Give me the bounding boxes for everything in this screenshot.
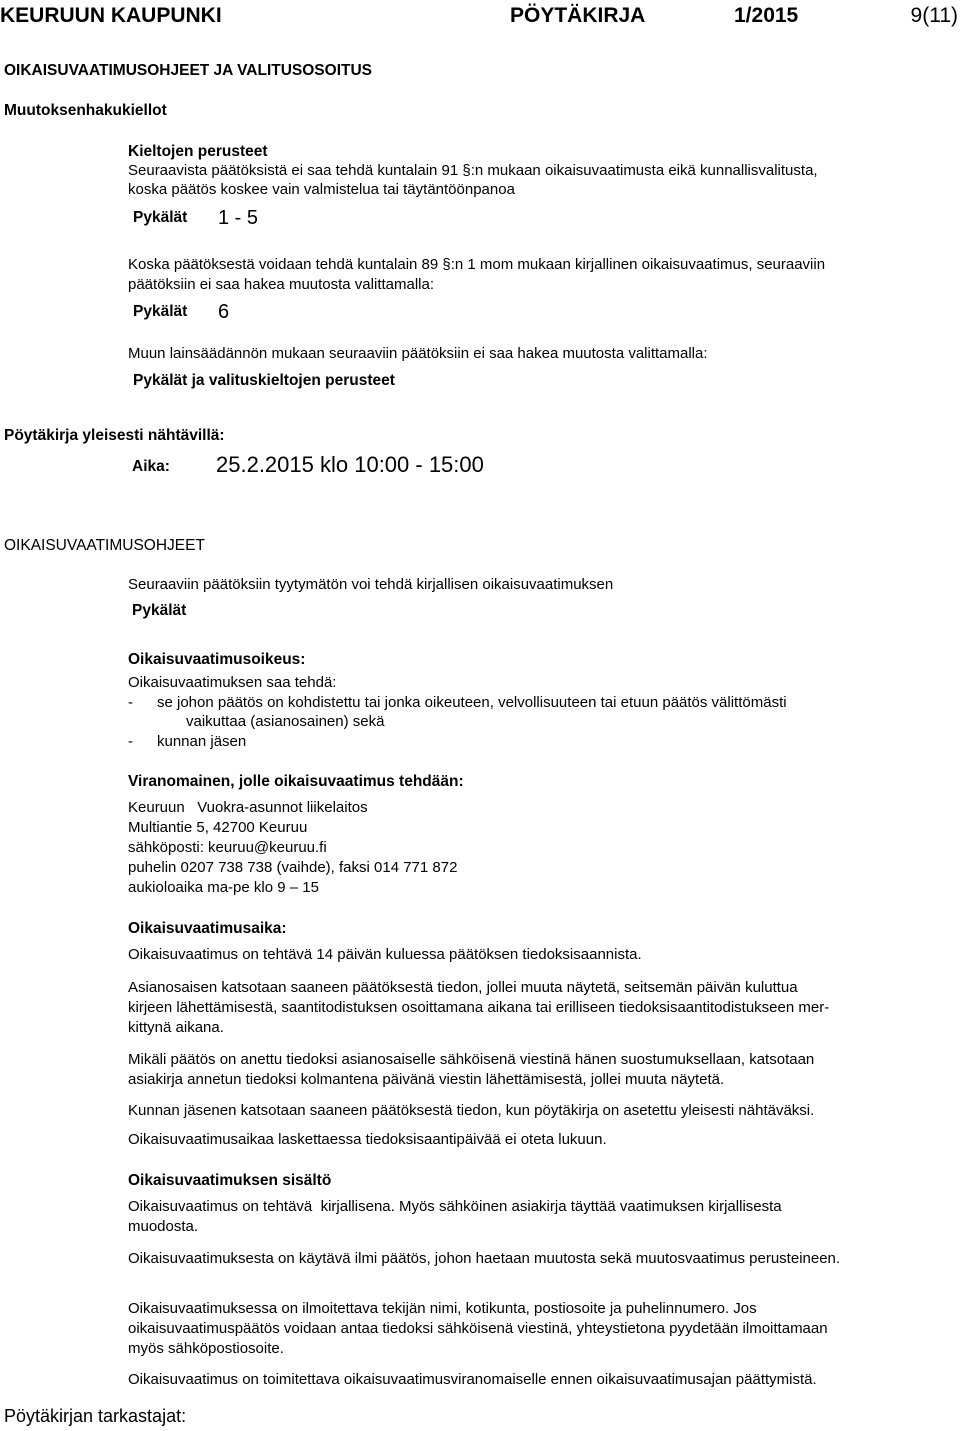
pykalat-value-1: 1 - 5 (218, 207, 259, 229)
nahtavilla-label: Pöytäkirja yleisesti nähtävillä: (4, 427, 225, 444)
mikali-line-1: Mikäli päätös on anettu tiedoksi asianosaiselle sähköisenä viestinä hänen suostumuksellaan, katsotaan (128, 1051, 815, 1068)
oikeus-heading: Oikaisuvaatimusoikeus: (128, 651, 306, 668)
address-line-1: Keuruun Vuokra-asunnot liikelaitos (128, 799, 368, 816)
ohjeet-intro: Seuraaviin päätöksiin tyytymätön voi tehdä kirjallisen oikaisuvaatimuksen (128, 576, 614, 593)
asianosaisen-line-1: Asianosaisen katsotaan saaneen päätöksestä tiedon, jollei muuta näytetä, seitsemän päivän kuluttua (128, 979, 798, 996)
ilmoitettava-line-2: oikaisuvaatimuspäätös voidaan antaa tiedoksi sähköisenä viestinä, yhteystietona pyydetään ilmoittamaan (128, 1320, 828, 1337)
ilmoitettava-line-1: Oikaisuvaatimuksessa on ilmoitettava tekijän nimi, kotikunta, postiosoite ja puhelinnumero. Jos (128, 1300, 757, 1317)
toimitettava-text: Oikaisuvaatimus on toimitettava oikaisuvaatimusviranomaiselle ennen oikaisuvaatimusajan päättymistä. (128, 1371, 817, 1388)
ohjeet-heading: OIKAISUVAATIMUSOHJEET (4, 537, 205, 554)
sisalto-line-2: muodosta. (128, 1218, 199, 1235)
address-hours: aukioloaika ma-pe klo 9 – 15 (128, 879, 319, 896)
oikeus-intro: Oikaisuvaatimuksen saa tehdä: (128, 674, 337, 691)
koska-text-2: päätöksiin ei saa hakea muutosta valittamalla: (128, 276, 435, 293)
pykalat-perusteet: Pykälät ja valituskieltojen perusteet (133, 372, 395, 389)
pykalat-label-1: Pykälät (133, 209, 188, 226)
asianosaisen-line-3: kittynä aikana. (128, 1019, 224, 1036)
kieltojen-text-2: koska päätös koskee vain valmistelua tai täytäntöönpanoa (128, 181, 515, 198)
aika-label: Aika: (132, 458, 170, 475)
laskettaessa-text: Oikaisuvaatimusaikaa laskettaessa tiedoksisaantipäivää ei oteta lukuun. (128, 1131, 607, 1148)
viranomainen-heading: Viranomainen, jolle oikaisuvaatimus tehdään: (128, 773, 464, 790)
sisalto-heading: Oikaisuvaatimuksen sisältö (128, 1172, 332, 1189)
bullet-1-line-2: vaikuttaa (asianosainen) sekä (186, 713, 385, 730)
address-phone: puhelin 0207 738 738 (vaihde), faksi 014 771 872 (128, 859, 458, 876)
kunnan-text: Kunnan jäsenen katsotaan saaneen päätöksestä tiedon, kun pöytäkirja on asetettu yleisesti nähtäväksi. (128, 1102, 815, 1119)
kieltojen-heading: Kieltojen perusteet (128, 143, 268, 160)
sisalto-line-1: Oikaisuvaatimus on tehtävä kirjallisena. Myös sähköinen asiakirja täyttää vaatimuksen kirjallisesta (128, 1198, 782, 1215)
ilmi-text: Oikaisuvaatimuksesta on käytävä ilmi päätös, johon haetaan muutosta sekä muutosvaatimus perusteineen. (128, 1250, 841, 1267)
mikali-line-2: asiakirja annetun tiedoksi kolmantena päivänä viestin lähettämisestä, jollei muuta näytetä. (128, 1071, 725, 1088)
bullet-dash-1: - (128, 694, 133, 711)
page-number: 9(11) (910, 4, 958, 27)
org-name: KEURUUN KAUPUNKI (0, 4, 222, 27)
koska-text-1: Koska päätöksestä voidaan tehdä kuntalain 89 §:n 1 mom mukaan kirjallinen oikaisuvaatimus, seuraaviin (128, 256, 826, 273)
doc-number: 1/2015 (734, 4, 799, 27)
aika-heading: Oikaisuvaatimusaika: (128, 920, 287, 937)
address-line-2: Multiantie 5, 42700 Keuruu (128, 819, 308, 836)
muun-text: Muun lainsäädännön mukaan seuraaviin päätöksiin ei saa hakea muutosta valittamalla: (128, 345, 708, 362)
bullet-2: kunnan jäsen (157, 733, 247, 750)
pykalat-label-2: Pykälät (133, 303, 188, 320)
aika-value: 25.2.2015 klo 10:00 - 15:00 (216, 452, 484, 477)
kieltojen-text-1: Seuraavista päätöksistä ei saa tehdä kuntalain 91 §:n mukaan oikaisuvaatimusta eikä kunnallisvalitusta, (128, 162, 818, 179)
ohjeet-pykalat-label: Pykälät (132, 602, 187, 619)
bullet-dash-2: - (128, 733, 133, 750)
aika-text: Oikaisuvaatimus on tehtävä 14 päivän kuluessa päätöksen tiedoksisaannista. (128, 946, 642, 963)
bullet-1-line-1: se johon päätös on kohdistettu tai jonka oikeuteen, velvollisuuteen tai etuun päätös välittömästi (157, 694, 787, 711)
asianosaisen-line-2: kirjeen lähettämisestä, saantitodistuksen osoittamana aikana tai erilliseen tiedoksisaantitodistukseen mer- (128, 999, 830, 1016)
address-email: sähköposti: keuruu@keuruu.fi (128, 839, 327, 856)
page-title: OIKAISUVAATIMUSOHJEET JA VALITUSOSOITUS (4, 62, 373, 79)
ilmoitettava-line-3: myös sähköpostiosoite. (128, 1340, 284, 1357)
pykalat-value-2: 6 (218, 301, 230, 323)
doc-type: PÖYTÄKIRJA (510, 4, 646, 27)
tarkastajat-label: Pöytäkirjan tarkastajat: (4, 1406, 187, 1426)
page-subtitle: Muutoksenhakukiellot (4, 102, 167, 119)
